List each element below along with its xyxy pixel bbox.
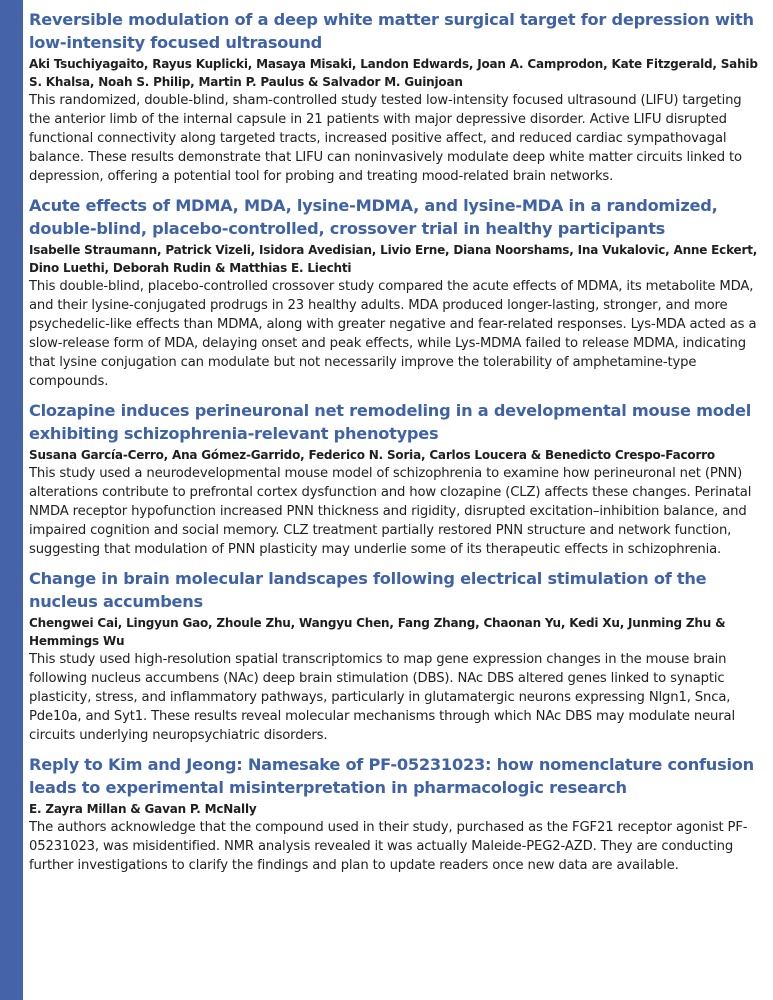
article-2 [29, 194, 764, 391]
article-list [29, 8, 764, 883]
article-authors: Aki Tsuchiyagaito, Rayus Kuplicki, Masaya Misaki, Landon Edwards, Joan A. Camprodon, Kate Fitzgerald, Sahib S. Khalsa, Noah S. Philip, Martin P. Paulus & Salvador M. Guinjoan [29, 57, 758, 89]
article-3 [29, 399, 764, 559]
article-4 [29, 567, 764, 745]
article-title: Change in brain molecular landscapes following electrical stimulation of the nucleus accumbens [29, 569, 707, 611]
article-title: Reply to Kim and Jeong: Namesake of PF-05231023: how nomenclature confusion leads to experimental misinterpretation in pharmacologic research [29, 755, 754, 797]
article-5 [29, 753, 764, 875]
article-summary: This double-blind, placebo-controlled crossover study compared the acute effects of MDMA, its metabolite MDA, and their lysine-conjugated prodrugs in 23 healthy adults. MDA produced longer-lasting, stronger, and more psychedelic-like effects than MDMA, along with greater negative and fear-related responses. Lys-MDA acted as a slow-release form of MDA, delaying onset and peak effects, while Lys-MDMA failed to release MDMA, indicating that lysine conjugation can modulate but not necessarily improve the tolerability of amphetamine-type compounds. [29, 279, 757, 389]
article-title: Clozapine induces perineuronal net remodeling in a developmental mouse model exhibiting schizophrenia-relevant phenotypes [29, 401, 751, 443]
article-authors: Isabelle Straumann, Patrick Vizeli, Isidora Avedisian, Livio Erne, Diana Noorshams, Ina Vukalovic, Anne Eckert, Dino Luethi, Deborah Rudin & Matthias E. Liechti [29, 243, 758, 275]
article-authors: Susana García-Cerro, Ana Gómez-Garrido, Federico N. Soria, Carlos Loucera & Benedicto Crespo-Facorro [29, 448, 715, 462]
article-1 [29, 8, 764, 186]
article-title: Reversible modulation of a deep white matter surgical target for depression with low-intensity focused ultrasound [29, 10, 754, 52]
article-authors: Chengwei Cai, Lingyun Gao, Zhoule Zhu, Wangyu Chen, Fang Zhang, Chaonan Yu, Kedi Xu, Junming Zhu & Hemmings Wu [29, 616, 726, 648]
article-summary: This randomized, double-blind, sham-controlled study tested low-intensity focused ultrasound (LIFU) targeting the anterior limb of the internal capsule in 21 patients with major depressive disorder. Active LIFU disrupted functional connectivity along targeted tracts, increased positive affect, and reduced cardiac sympathovagal balance. These results demonstrate that LIFU can noninvasively modulate deep white matter circuits linked to depression, offering a potential tool for probing and treating mood-related brain networks. [29, 93, 742, 184]
left-accent-bar [0, 0, 23, 1000]
article-summary: The authors acknowledge that the compound used in their study, purchased as the FGF21 receptor agonist PF-05231023, was misidentified. NMR analysis revealed it was actually Maleide-PEG2-AZD. They are conducting further investigations to clarify the findings and plan to update readers once new data are available. [29, 820, 748, 873]
article-summary: This study used a neurodevelopmental mouse model of schizophrenia to examine how perineuronal net (PNN) alterations contribute to prefrontal cortex dysfunction and how clozapine (CLZ) affects these changes. Perinatal NMDA receptor hypofunction increased PNN thickness and rigidity, disrupted excitation–inhibition balance, and impaired cognition and social memory. CLZ treatment partially restored PNN structure and network function, suggesting that modulation of PNN plasticity may underlie some of its therapeutic effects in schizophrenia. [29, 466, 752, 557]
article-authors: E. Zayra Millan & Gavan P. McNally [29, 802, 257, 816]
article-title: Acute effects of MDMA, MDA, lysine-MDMA, and lysine-MDA in a randomized, double-blind, placebo-controlled, crossover trial in healthy participants [29, 196, 718, 238]
article-summary: This study used high-resolution spatial transcriptomics to map gene expression changes in the mouse brain following nucleus accumbens (NAc) deep brain stimulation (DBS). NAc DBS altered genes linked to synaptic plasticity, stress, and inflammatory pathways, particularly in glutamatergic neurons expressing Nlgn1, Snca, Pde10a, and Syt1. These results reveal molecular mechanisms through which NAc DBS may modulate neural circuits underlying neuropsychiatric disorders. [29, 652, 735, 743]
